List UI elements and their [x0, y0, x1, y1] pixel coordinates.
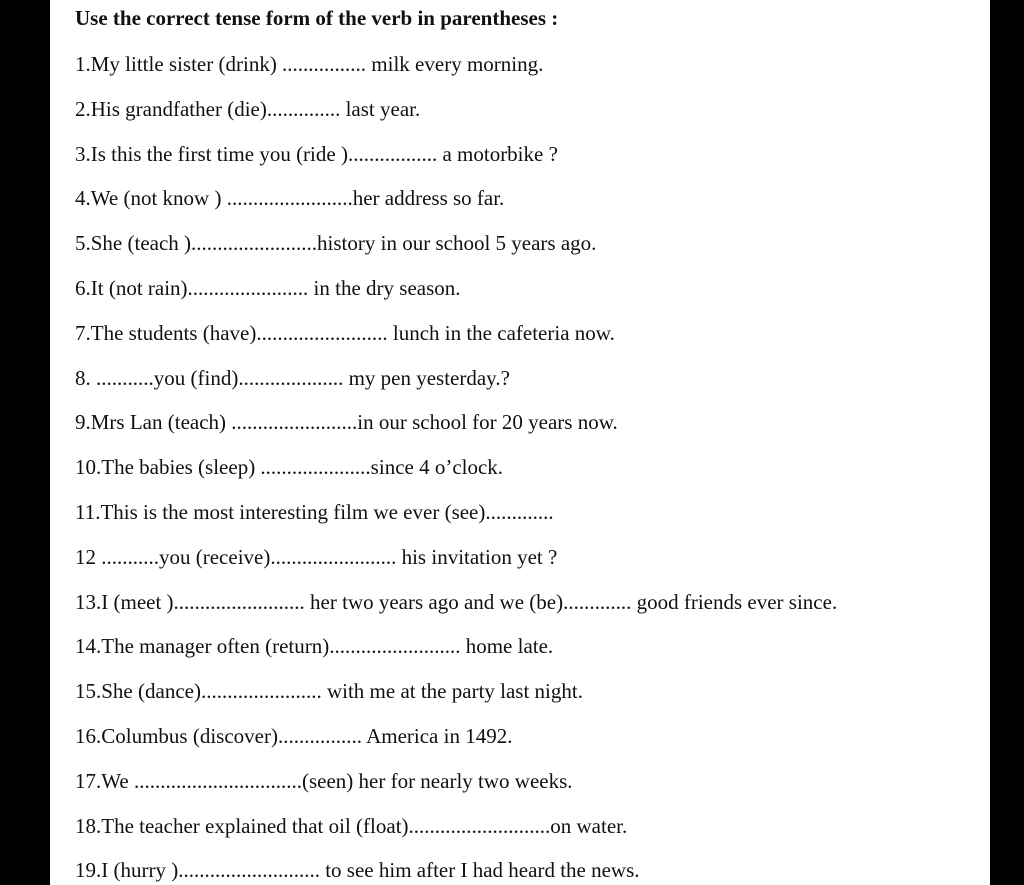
exercise-item: 16.Columbus (discover)................ America in 1492. — [75, 723, 513, 748]
worksheet-title: Use the correct tense form of the verb in parentheses : — [75, 6, 559, 30]
exercise-item: 17.We ................................(seen) her for nearly two weeks. — [75, 768, 573, 793]
exercise-item: 8. ...........you (find).................... my pen yesterday.? — [75, 365, 510, 390]
exercise-item: 7.The students (have)......................... lunch in the cafeteria now. — [75, 320, 615, 345]
exercise-item: 5.She (teach )........................history in our school 5 years ago. — [75, 231, 597, 256]
exercise-item: 12 ...........you (receive)........................ his invitation yet ? — [75, 544, 558, 569]
exercise-item: 4.We (not know ) ........................her address so far. — [75, 186, 505, 211]
exercise-item: 13.I (meet )......................... her two years ago and we (be)............. good friends ever since. — [75, 589, 838, 614]
exercise-item: 15.She (dance)....................... with me at the party last night. — [75, 679, 583, 704]
exercise-item: 14.The manager often (return)......................... home late. — [75, 634, 554, 659]
exercise-item: 9.Mrs Lan (teach) ........................in our school for 20 years now. — [75, 410, 618, 435]
exercise-item: 11.This is the most interesting film we ever (see)............. — [75, 499, 554, 524]
worksheet-page — [50, 0, 990, 885]
exercise-item: 18.The teacher explained that oil (float)...........................on water. — [75, 813, 628, 838]
exercise-item: 6.It (not rain)....................... in the dry season. — [75, 275, 461, 300]
exercise-item: 19.I (hurry )........................... to see him after I had heard the news. — [75, 858, 640, 883]
exercise-item: 3.Is this the first time you (ride )................. a motorbike ? — [75, 141, 558, 166]
exercise-item: 2.His grandfather (die).............. last year. — [75, 96, 421, 121]
exercise-list — [75, 50, 837, 885]
exercise-item: 10.The babies (sleep) .....................since 4 o’clock. — [75, 455, 504, 480]
exercise-item: 1.My little sister (drink) ................ milk every morning. — [75, 52, 544, 76]
